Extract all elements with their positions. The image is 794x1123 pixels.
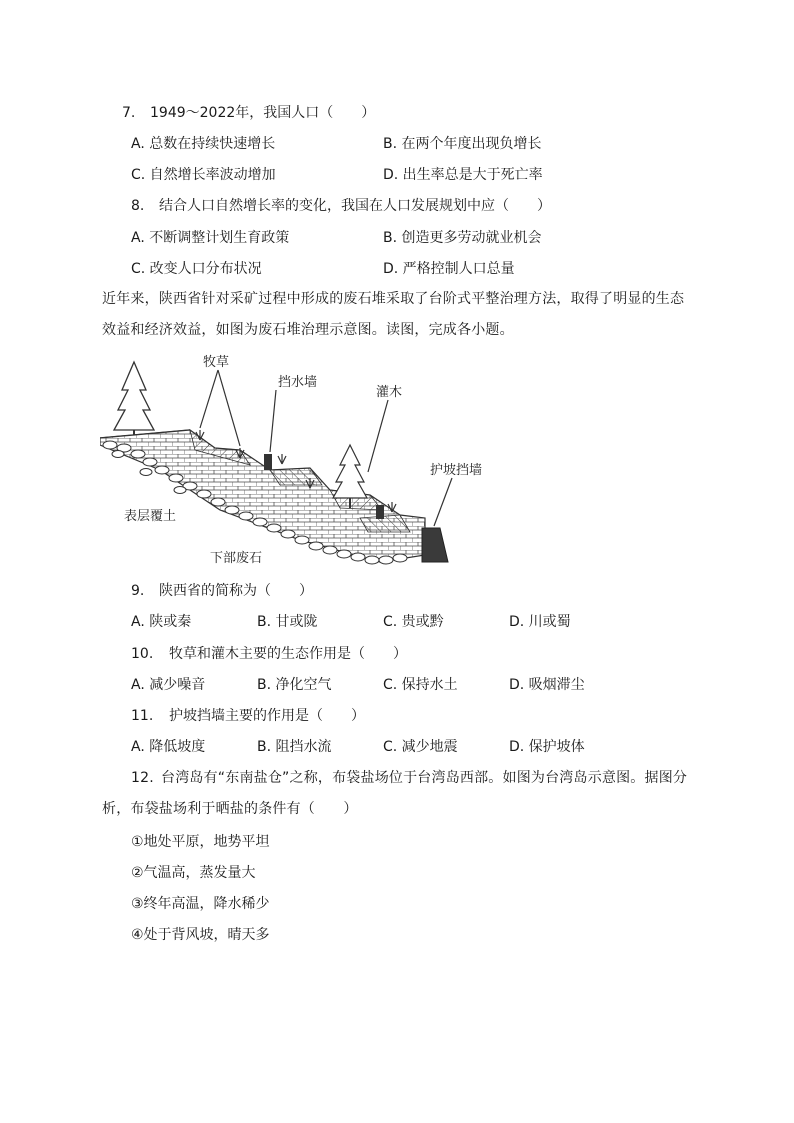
passage-text: 近年来，陕西省针对采矿过程中形成的废石堆采取了台阶式平整治理方法，取得了明显的生态效益和经济效益，如图为废石堆治理示意图。读图，完成各小题。 (102, 291, 685, 338)
label-water-wall: 挡水墙 (278, 375, 318, 390)
tree-left-icon (114, 362, 154, 440)
water-wall-upper (264, 454, 272, 470)
q9-option-d: D. 川或蜀 (509, 614, 571, 630)
q7-stem (122, 103, 375, 123)
waste-rock-diagram (100, 350, 500, 572)
q12-stem-text: 台湾岛有“东南盐仓”之称，布袋盐场位于台湾岛西部。如图为台湾岛示意图。据图分析，布袋盐场利于晒盐的条件有（ ） (102, 770, 688, 817)
q11-option-c: C. 减少地震 (383, 739, 458, 755)
q11-option-d: D. 保护坡体 (509, 739, 585, 755)
label-grass: 牧草 (203, 355, 230, 370)
label-retaining-wall: 护坡挡墙 (430, 463, 483, 478)
q12-item-3: ③终年高温，降水稀少 (131, 896, 270, 912)
q9-option-a: A. 陕或秦 (131, 614, 192, 630)
label-topsoil: 表层覆土 (124, 509, 177, 524)
q12-item-4: ④处于背风坡，晴天多 (131, 927, 270, 943)
topsoil-layer (100, 430, 425, 562)
q10-option-a: A. 减少噪音 (131, 677, 206, 693)
q9-stem (131, 581, 313, 601)
water-wall-lower (376, 505, 384, 519)
q10-number: 10. (131, 646, 154, 662)
q8-option-c: C. 改变人口分布状况 (131, 261, 262, 277)
q8-option-b: B. 创造更多劳动就业机会 (383, 230, 542, 246)
q7-option-a: A. 总数在持续快速增长 (131, 136, 276, 152)
q9-stem-text: 陕西省的简称为（ ） (159, 583, 313, 599)
q10-option-b: B. 净化空气 (257, 677, 332, 693)
q8-stem (131, 196, 551, 216)
q7-number: 7. (122, 105, 136, 121)
q9-option-c: C. 贵或黔 (383, 614, 444, 630)
q8-stem-text: 结合人口自然增长率的变化，我国在人口发展规划中应（ ） (159, 198, 551, 214)
q11-number: 11. (131, 708, 154, 724)
q8-option-a: A. 不断调整计划生育政策 (131, 230, 290, 246)
q7-stem-text: 1949～2022年，我国人口（ ） (150, 105, 376, 121)
q12-item-1: ①地处平原，地势平坦 (131, 834, 270, 850)
q7-option-c: C. 自然增长率波动增加 (131, 167, 276, 183)
q11-option-b: B. 阻挡水流 (257, 739, 332, 755)
q11-option-a: A. 降低坡度 (131, 739, 206, 755)
q10-option-c: C. 保持水土 (383, 677, 458, 693)
label-shrub: 灌木 (376, 385, 403, 400)
q10-stem (131, 644, 407, 664)
q7-option-b: B. 在两个年度出现负增长 (383, 136, 542, 152)
q11-stem-text: 护坡挡墙主要的作用是（ ） (169, 708, 365, 724)
q9-option-b: B. 甘或陇 (257, 614, 318, 630)
q9-number: 9. (131, 583, 145, 599)
q11-stem (131, 706, 365, 726)
label-waste-rock: 下部废石 (210, 551, 263, 566)
q10-option-d: D. 吸烟滞尘 (509, 677, 585, 693)
q8-number: 8. (131, 198, 145, 214)
q8-option-d: D. 严格控制人口总量 (383, 261, 515, 277)
q7-option-d: D. 出生率总是大于死亡率 (383, 167, 543, 183)
q12-stem (102, 763, 694, 825)
shrub-tree-icon (333, 445, 367, 508)
q12-number: 12. (131, 770, 154, 786)
q12-item-2: ②气温高，蒸发量大 (131, 865, 256, 881)
retaining-wall (422, 528, 448, 562)
q10-stem-text: 牧草和灌木主要的生态作用是（ ） (169, 646, 407, 662)
